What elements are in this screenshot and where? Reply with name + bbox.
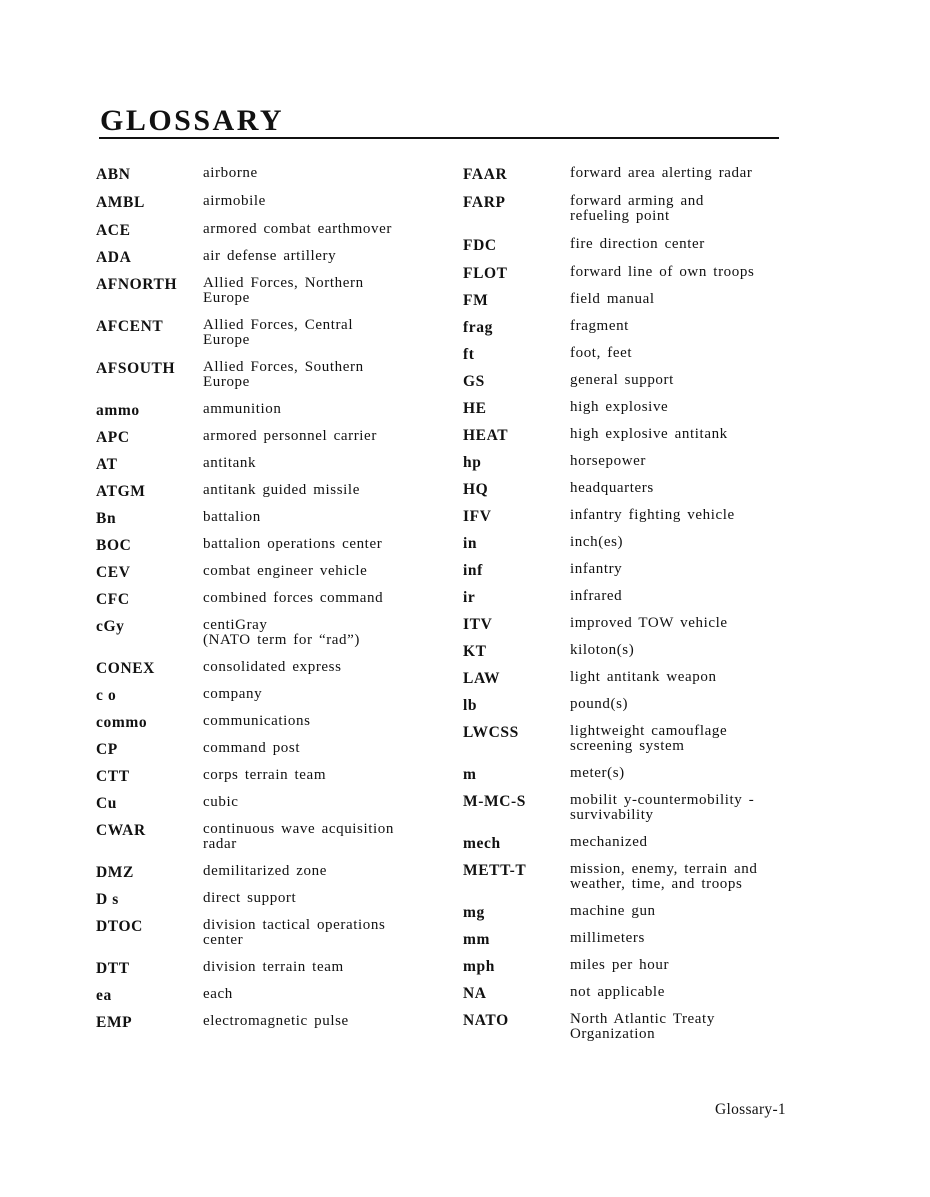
glossary-definition: each <box>203 986 233 1002</box>
glossary-definition: communications <box>203 713 311 729</box>
glossary-definition: airborne <box>203 165 258 181</box>
glossary-term: CWAR <box>96 822 146 839</box>
glossary-definition: electromagnetic pulse <box>203 1013 349 1029</box>
glossary-definition: field manual <box>570 291 655 307</box>
glossary-definition: foot, feet <box>570 345 633 361</box>
glossary-definition: demilitarized zone <box>203 863 327 879</box>
glossary-definition: antitank <box>203 455 257 471</box>
glossary-term: AMBL <box>96 194 145 211</box>
glossary-definition: horsepower <box>570 453 646 469</box>
glossary-definition: mobilit y-countermobility - survivability <box>570 792 755 823</box>
glossary-term: LWCSS <box>463 724 519 741</box>
glossary-term: CTT <box>96 768 130 785</box>
glossary-term: METT-T <box>463 862 527 879</box>
glossary-term: ammo <box>96 402 140 419</box>
glossary-definition: Allied Forces, Central Europe <box>203 317 354 348</box>
glossary-definition: direct support <box>203 890 297 906</box>
glossary-term: CFC <box>96 591 130 608</box>
glossary-definition: Allied Forces, Northern Europe <box>203 275 364 306</box>
glossary-term: c o <box>96 687 117 704</box>
glossary-term: DTOC <box>96 918 143 935</box>
glossary-term: AFNORTH <box>96 276 178 293</box>
glossary-definition: not applicable <box>570 984 665 1000</box>
glossary-term: ft <box>463 346 475 363</box>
glossary-definition: Allied Forces, Southern Europe <box>203 359 364 390</box>
glossary-term: CONEX <box>96 660 155 677</box>
glossary-term: ABN <box>96 166 131 183</box>
glossary-term: lb <box>463 697 478 714</box>
glossary-term: FLOT <box>463 265 508 282</box>
glossary-term: CP <box>96 741 118 758</box>
glossary-definition: forward arming and refueling point <box>570 193 704 224</box>
glossary-term: HEAT <box>463 427 509 444</box>
glossary-term: LAW <box>463 670 501 687</box>
glossary-definition: pound(s) <box>570 696 629 712</box>
glossary-definition: combat engineer vehicle <box>203 563 368 579</box>
glossary-term: FDC <box>463 237 497 254</box>
glossary-definition: airmobile <box>203 193 266 209</box>
page-title: GLOSSARY <box>100 104 284 137</box>
glossary-term: m <box>463 766 477 783</box>
glossary-term: IFV <box>463 508 492 525</box>
glossary-definition: division terrain team <box>203 959 344 975</box>
glossary-definition: fragment <box>570 318 629 334</box>
glossary-term: EMP <box>96 1014 133 1031</box>
glossary-definition: cubic <box>203 794 239 810</box>
glossary-term: hp <box>463 454 482 471</box>
glossary-definition: headquarters <box>570 480 654 496</box>
glossary-definition: forward area alerting radar <box>570 165 753 181</box>
glossary-definition: inch(es) <box>570 534 624 550</box>
glossary-definition: meter(s) <box>570 765 625 781</box>
glossary-definition: mechanized <box>570 834 648 850</box>
glossary-term: D s <box>96 891 119 908</box>
glossary-term: cGy <box>96 618 125 635</box>
title-rule <box>99 137 779 139</box>
glossary-definition: armored combat earthmover <box>203 221 392 237</box>
glossary-term: FAAR <box>463 166 508 183</box>
glossary-definition: high explosive <box>570 399 669 415</box>
glossary-term: AT <box>96 456 118 473</box>
glossary-term: mg <box>463 904 485 921</box>
glossary-term: ITV <box>463 616 493 633</box>
glossary-definition: infantry <box>570 561 623 577</box>
glossary-term: CEV <box>96 564 131 581</box>
glossary-term: ea <box>96 987 112 1004</box>
glossary-term: mech <box>463 835 501 852</box>
glossary-definition: infantry fighting vehicle <box>570 507 735 523</box>
glossary-definition: battalion operations center <box>203 536 383 552</box>
glossary-definition: antitank guided missile <box>203 482 360 498</box>
glossary-definition: North Atlantic Treaty Organization <box>570 1011 715 1042</box>
glossary-definition: machine gun <box>570 903 656 919</box>
glossary-definition: forward line of own troops <box>570 264 755 280</box>
glossary-definition: battalion <box>203 509 261 525</box>
glossary-definition: kiloton(s) <box>570 642 635 658</box>
glossary-term: DTT <box>96 960 130 977</box>
glossary-term: FARP <box>463 194 506 211</box>
glossary-definition: general support <box>570 372 674 388</box>
glossary-term: commo <box>96 714 148 731</box>
glossary-term: frag <box>463 319 493 336</box>
glossary-term: HE <box>463 400 487 417</box>
glossary-term: ir <box>463 589 476 606</box>
glossary-term: NATO <box>463 1012 509 1029</box>
glossary-term: HQ <box>463 481 489 498</box>
page-footer: Glossary-1 <box>714 1101 786 1118</box>
glossary-term: Cu <box>96 795 118 812</box>
glossary-definition: fire direction center <box>570 236 705 252</box>
glossary-term: AFSOUTH <box>96 360 176 377</box>
glossary-term: NA <box>463 985 487 1002</box>
glossary-definition: improved TOW vehicle <box>570 615 728 631</box>
glossary-term: ACE <box>96 222 131 239</box>
glossary-term: mph <box>463 958 495 975</box>
glossary-term: ADA <box>96 249 132 266</box>
glossary-definition: division tactical operations center <box>203 917 386 948</box>
glossary-definition: mission, enemy, terrain and weather, time, and troops <box>570 861 758 892</box>
glossary-term: BOC <box>96 537 132 554</box>
glossary-term: FM <box>463 292 489 309</box>
glossary-term: GS <box>463 373 485 390</box>
glossary-definition: consolidated express <box>203 659 342 675</box>
glossary-term: AFCENT <box>96 318 164 335</box>
glossary-term: inf <box>463 562 483 579</box>
glossary-term: Bn <box>96 510 117 527</box>
glossary-definition: air defense artillery <box>203 248 337 264</box>
glossary-definition: ammunition <box>203 401 282 417</box>
glossary-term: mm <box>463 931 491 948</box>
glossary-term: KT <box>463 643 487 660</box>
glossary-definition: continuous wave acquisition radar <box>203 821 395 852</box>
glossary-definition: armored personnel carrier <box>203 428 377 444</box>
glossary-term: in <box>463 535 478 552</box>
glossary-definition: miles per hour <box>570 957 670 973</box>
glossary-definition: light antitank weapon <box>570 669 717 685</box>
glossary-term: DMZ <box>96 864 134 881</box>
glossary-term: ATGM <box>96 483 146 500</box>
glossary-definition: centiGray (NATO term for “rad”) <box>203 617 361 648</box>
glossary-term: M-MC-S <box>463 793 526 810</box>
glossary-definition: combined forces command <box>203 590 384 606</box>
glossary-definition: high explosive antitank <box>570 426 728 442</box>
glossary-definition: company <box>203 686 263 702</box>
glossary-definition: lightweight camouflage screening system <box>570 723 728 754</box>
glossary-definition: infrared <box>570 588 623 604</box>
glossary-term: APC <box>96 429 130 446</box>
glossary-definition: command post <box>203 740 301 756</box>
glossary-definition: millimeters <box>570 930 645 946</box>
glossary-definition: corps terrain team <box>203 767 327 783</box>
